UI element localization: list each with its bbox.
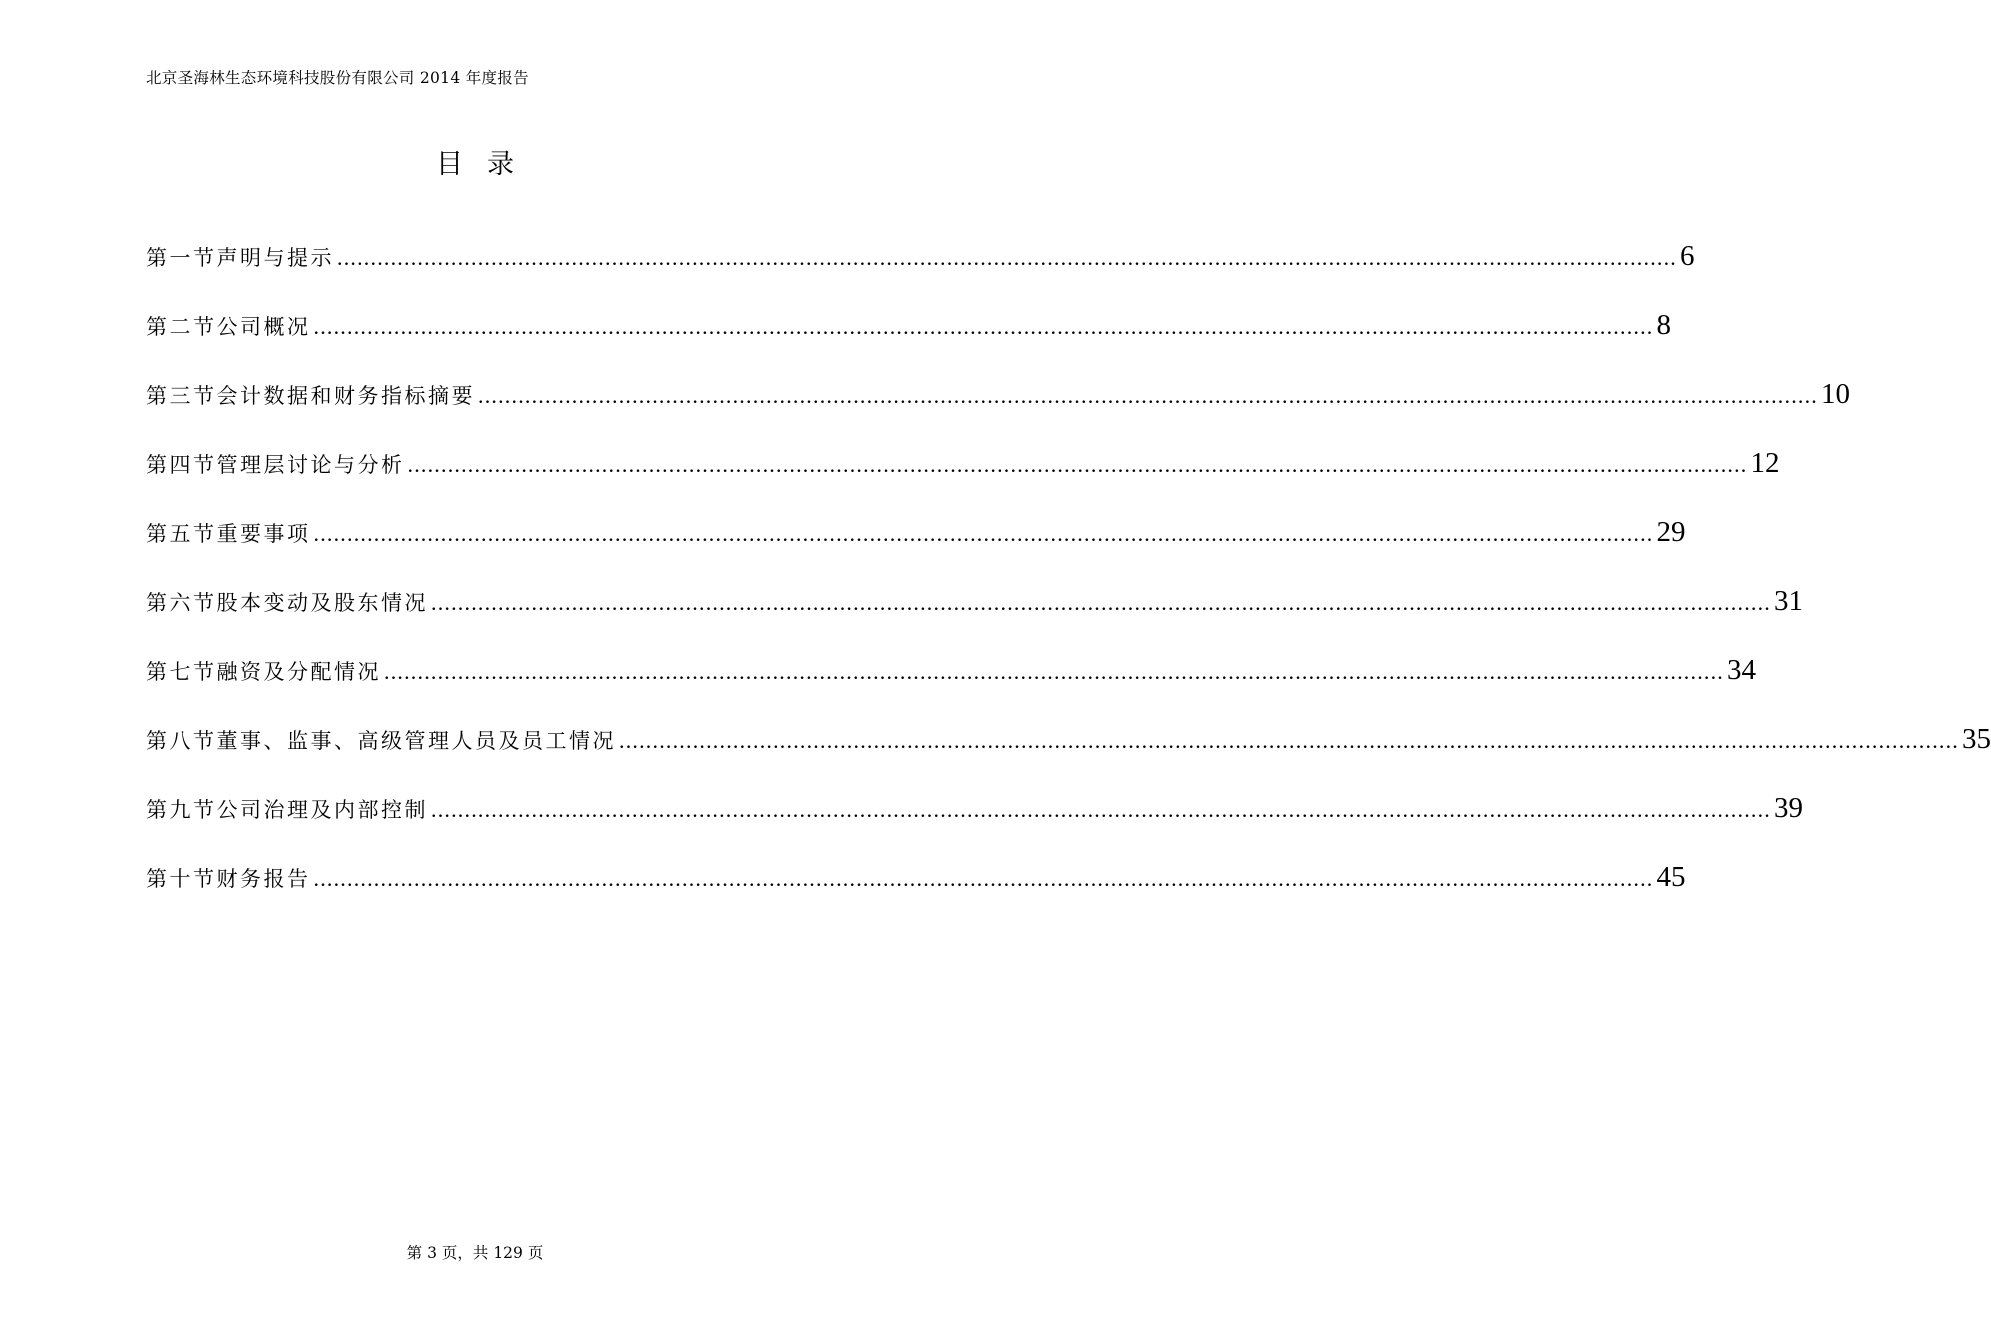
- page-header: 北京圣海林生态环境科技股份有限公司 2014 年度报告: [146, 69, 529, 87]
- toc-entry-page: 45: [1656, 861, 1686, 893]
- toc-dot-leader: ........................................................................................................................................................................................................: [431, 797, 1771, 822]
- toc-entry-3[interactable]: [146, 378, 1850, 447]
- toc-dot-leader: ........................................................................................................................................................................................................: [313, 866, 1654, 891]
- toc-entry-1[interactable]: [146, 240, 1695, 309]
- toc-entry-label: 第三节会计数据和财务指标摘要: [146, 384, 475, 408]
- toc-entry-page: 39: [1774, 792, 1803, 824]
- toc-dot-leader: ........................................................................................................................................................................................................: [384, 659, 1724, 684]
- toc-dot-leader: ........................................................................................................................................................................................................: [619, 728, 1959, 753]
- toc-entry-label: 第九节公司治理及内部控制: [146, 798, 428, 822]
- toc-entry-4[interactable]: [146, 447, 1780, 516]
- toc-entry-label: 第五节重要事项: [146, 522, 311, 546]
- toc-entry-page: 6: [1680, 240, 1695, 272]
- toc-dot-leader: ........................................................................................................................................................................................................: [478, 383, 1818, 408]
- toc-entry-2[interactable]: [146, 309, 1671, 378]
- toc-entry-page: 12: [1750, 447, 1780, 479]
- toc-entry-page: 8: [1656, 309, 1671, 341]
- toc-entry-8[interactable]: [146, 723, 1991, 792]
- toc-entry-9[interactable]: [146, 792, 1803, 861]
- toc-entry-5[interactable]: [146, 516, 1686, 585]
- toc-entry-label: 第七节融资及分配情况: [146, 660, 381, 684]
- toc-dot-leader: ........................................................................................................................................................................................................: [407, 452, 1748, 477]
- toc-entry-page: 10: [1821, 378, 1850, 410]
- toc-dot-leader: ........................................................................................................................................................................................................: [313, 521, 1654, 546]
- toc-entry-label: 第二节公司概况: [146, 315, 311, 339]
- toc-entry-10[interactable]: [146, 861, 1686, 930]
- toc-entry-label: 第十节财务报告: [146, 867, 311, 891]
- page-footer: 第 3 页，共 129 页: [406, 1244, 544, 1262]
- toc-entry-page: 34: [1727, 654, 1756, 686]
- toc-entry-6[interactable]: [146, 585, 1803, 654]
- toc-dot-leader: ........................................................................................................................................................................................................: [337, 245, 1677, 270]
- toc-entry-page: 29: [1656, 516, 1686, 548]
- toc-dot-leader: ........................................................................................................................................................................................................: [431, 590, 1771, 615]
- toc-entry-page: 35: [1962, 723, 1991, 755]
- toc-entry-label: 第四节管理层讨论与分析: [146, 453, 405, 477]
- toc-entry-page: 31: [1774, 585, 1803, 617]
- toc-entry-7[interactable]: [146, 654, 1756, 723]
- page-title: 目录: [436, 149, 538, 180]
- toc-entry-label: 第八节董事、监事、高级管理人员及员工情况: [146, 729, 616, 753]
- table-of-contents: [146, 240, 1991, 930]
- toc-entry-label: 第一节声明与提示: [146, 246, 334, 270]
- toc-dot-leader: ........................................................................................................................................................................................................: [313, 314, 1654, 339]
- toc-entry-label: 第六节股本变动及股东情况: [146, 591, 428, 615]
